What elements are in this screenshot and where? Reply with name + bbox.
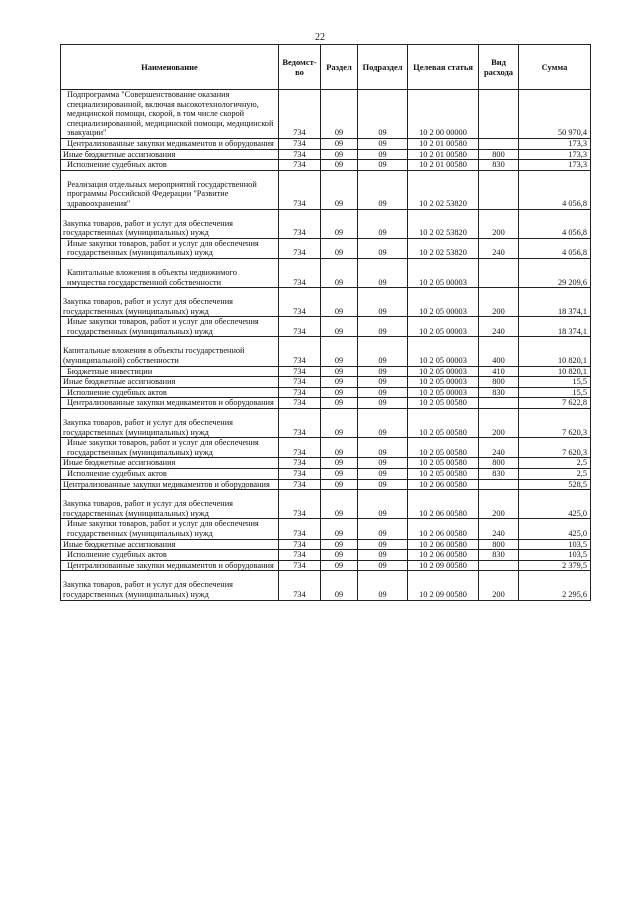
cell-name: Иные бюджетные ассигнования	[61, 149, 279, 160]
cell-vedomstvo: 734	[279, 377, 321, 388]
cell-vedomstvo: 734	[279, 519, 321, 539]
cell-razdel: 09	[321, 366, 358, 377]
cell-razdel: 09	[321, 519, 358, 539]
cell-expense-type: 200	[479, 409, 519, 438]
cell-sum: 7 620,3	[519, 409, 591, 438]
table-row	[61, 366, 591, 377]
cell-expense-type: 830	[479, 160, 519, 171]
cell-target-article: 10 2 05 00003	[408, 387, 479, 398]
cell-vedomstvo: 734	[279, 209, 321, 238]
cell-sum: 50 970,4	[519, 90, 591, 139]
table-row	[61, 387, 591, 398]
cell-target-article: 10 2 05 00003	[408, 337, 479, 366]
cell-name: Реализация отдельных мероприятий государственной программы Российской Федерации "Развитие здравоохранения"	[61, 170, 279, 209]
budget-table	[60, 44, 591, 601]
cell-podrazdel: 09	[358, 288, 408, 317]
cell-podrazdel: 09	[358, 90, 408, 139]
cell-target-article: 10 2 02 53820	[408, 209, 479, 238]
cell-name: Централизованные закупки медикаментов и оборудования	[61, 560, 279, 571]
cell-razdel: 09	[321, 337, 358, 366]
cell-vedomstvo: 734	[279, 560, 321, 571]
cell-vedomstvo: 734	[279, 160, 321, 171]
header-name: Наименование	[61, 45, 279, 90]
cell-podrazdel: 09	[358, 458, 408, 469]
cell-razdel: 09	[321, 160, 358, 171]
table-row	[61, 209, 591, 238]
cell-name: Закупка товаров, работ и услуг для обеспечения государственных (муниципальных) нужд	[61, 288, 279, 317]
cell-expense-type	[479, 170, 519, 209]
cell-vedomstvo: 734	[279, 258, 321, 287]
cell-podrazdel: 09	[358, 238, 408, 258]
cell-expense-type: 800	[479, 377, 519, 388]
cell-target-article: 10 2 01 00580	[408, 160, 479, 171]
table-row	[61, 160, 591, 171]
cell-vedomstvo: 734	[279, 90, 321, 139]
page-number: 22	[315, 32, 325, 43]
cell-name: Капитальные вложения в объекты государственной (муниципальной) собственности	[61, 337, 279, 366]
cell-target-article: 10 2 06 00580	[408, 550, 479, 561]
cell-razdel: 09	[321, 288, 358, 317]
cell-podrazdel: 09	[358, 398, 408, 409]
cell-expense-type: 800	[479, 539, 519, 550]
cell-sum: 2 295,6	[519, 571, 591, 600]
cell-target-article: 10 2 06 00580	[408, 519, 479, 539]
cell-razdel: 09	[321, 258, 358, 287]
cell-expense-type: 400	[479, 337, 519, 366]
table-row	[61, 560, 591, 571]
cell-vedomstvo: 734	[279, 317, 321, 337]
cell-target-article: 10 2 05 00580	[408, 458, 479, 469]
cell-name: Исполнение судебных актов	[61, 160, 279, 171]
cell-vedomstvo: 734	[279, 571, 321, 600]
cell-name: Централизованные закупки медикаментов и оборудования	[61, 479, 279, 490]
cell-vedomstvo: 734	[279, 469, 321, 480]
cell-expense-type: 240	[479, 317, 519, 337]
table-row	[61, 258, 591, 287]
cell-razdel: 09	[321, 238, 358, 258]
cell-target-article: 10 2 02 53820	[408, 170, 479, 209]
cell-name: Исполнение судебных актов	[61, 469, 279, 480]
cell-target-article: 10 2 05 00580	[408, 409, 479, 438]
cell-vedomstvo: 734	[279, 387, 321, 398]
cell-podrazdel: 09	[358, 490, 408, 519]
cell-sum: 173,3	[519, 138, 591, 149]
header-sum: Сумма	[519, 45, 591, 90]
cell-name: Иные бюджетные ассигнования	[61, 458, 279, 469]
cell-expense-type	[479, 560, 519, 571]
cell-razdel: 09	[321, 469, 358, 480]
cell-expense-type: 200	[479, 288, 519, 317]
cell-target-article: 10 2 05 00580	[408, 469, 479, 480]
cell-podrazdel: 09	[358, 337, 408, 366]
cell-sum: 7 622,8	[519, 398, 591, 409]
cell-name: Исполнение судебных актов	[61, 550, 279, 561]
cell-expense-type: 240	[479, 519, 519, 539]
cell-target-article: 10 2 02 53820	[408, 238, 479, 258]
table-row	[61, 539, 591, 550]
cell-vedomstvo: 734	[279, 288, 321, 317]
cell-expense-type: 800	[479, 458, 519, 469]
cell-vedomstvo: 734	[279, 398, 321, 409]
cell-podrazdel: 09	[358, 409, 408, 438]
table-row	[61, 519, 591, 539]
cell-vedomstvo: 734	[279, 490, 321, 519]
cell-expense-type	[479, 138, 519, 149]
cell-target-article: 10 2 05 00003	[408, 317, 479, 337]
cell-podrazdel: 09	[358, 519, 408, 539]
cell-sum: 4 056,8	[519, 209, 591, 238]
cell-sum: 173,3	[519, 149, 591, 160]
cell-expense-type	[479, 258, 519, 287]
cell-razdel: 09	[321, 539, 358, 550]
header-expense-type: Вид расхода	[479, 45, 519, 90]
table-row	[61, 438, 591, 458]
cell-podrazdel: 09	[358, 438, 408, 458]
cell-name: Бюджетные инвестиции	[61, 366, 279, 377]
cell-target-article: 10 2 01 00580	[408, 149, 479, 160]
cell-sum: 18 374,1	[519, 317, 591, 337]
table-row	[61, 317, 591, 337]
cell-target-article: 10 2 06 00580	[408, 479, 479, 490]
cell-vedomstvo: 734	[279, 238, 321, 258]
cell-name: Иные закупки товаров, работ и услуг для обеспечения государственных (муниципальных) нужд	[61, 438, 279, 458]
cell-target-article: 10 2 09 00580	[408, 571, 479, 600]
cell-sum: 2,5	[519, 469, 591, 480]
cell-target-article: 10 2 09 00580	[408, 560, 479, 571]
cell-vedomstvo: 734	[279, 458, 321, 469]
cell-razdel: 09	[321, 571, 358, 600]
cell-razdel: 09	[321, 398, 358, 409]
cell-podrazdel: 09	[358, 539, 408, 550]
cell-podrazdel: 09	[358, 560, 408, 571]
table-row	[61, 458, 591, 469]
cell-vedomstvo: 734	[279, 550, 321, 561]
cell-name: Иные бюджетные ассигнования	[61, 377, 279, 388]
cell-podrazdel: 09	[358, 387, 408, 398]
cell-sum: 4 056,8	[519, 170, 591, 209]
cell-target-article: 10 2 06 00580	[408, 539, 479, 550]
cell-razdel: 09	[321, 438, 358, 458]
table-row	[61, 550, 591, 561]
cell-name: Капитальные вложения в объекты недвижимого имущества государственной собственности	[61, 258, 279, 287]
cell-target-article: 10 2 05 00003	[408, 288, 479, 317]
table-row	[61, 479, 591, 490]
cell-podrazdel: 09	[358, 160, 408, 171]
cell-name: Закупка товаров, работ и услуг для обеспечения государственных (муниципальных) нужд	[61, 209, 279, 238]
cell-podrazdel: 09	[358, 550, 408, 561]
table-row	[61, 398, 591, 409]
cell-sum: 528,5	[519, 479, 591, 490]
cell-expense-type	[479, 398, 519, 409]
table-row	[61, 469, 591, 480]
cell-expense-type: 830	[479, 550, 519, 561]
table-row	[61, 571, 591, 600]
cell-podrazdel: 09	[358, 571, 408, 600]
cell-expense-type: 800	[479, 149, 519, 160]
header-target-article: Целевая статья	[408, 45, 479, 90]
cell-expense-type	[479, 90, 519, 139]
cell-name: Иные закупки товаров, работ и услуг для обеспечения государственных (муниципальных) нужд	[61, 317, 279, 337]
cell-podrazdel: 09	[358, 258, 408, 287]
cell-podrazdel: 09	[358, 170, 408, 209]
cell-podrazdel: 09	[358, 149, 408, 160]
cell-vedomstvo: 734	[279, 409, 321, 438]
cell-target-article: 10 2 05 00003	[408, 258, 479, 287]
cell-razdel: 09	[321, 550, 358, 561]
cell-target-article: 10 2 05 00003	[408, 366, 479, 377]
cell-razdel: 09	[321, 149, 358, 160]
table-row	[61, 377, 591, 388]
table-row	[61, 337, 591, 366]
cell-expense-type: 240	[479, 438, 519, 458]
cell-expense-type: 240	[479, 238, 519, 258]
cell-podrazdel: 09	[358, 377, 408, 388]
cell-expense-type: 410	[479, 366, 519, 377]
cell-target-article: 10 2 00 00000	[408, 90, 479, 139]
cell-sum: 425,0	[519, 519, 591, 539]
cell-razdel: 09	[321, 458, 358, 469]
cell-razdel: 09	[321, 409, 358, 438]
cell-target-article: 10 2 01 00580	[408, 138, 479, 149]
cell-podrazdel: 09	[358, 138, 408, 149]
cell-vedomstvo: 734	[279, 479, 321, 490]
cell-vedomstvo: 734	[279, 149, 321, 160]
cell-target-article: 10 2 05 00580	[408, 438, 479, 458]
cell-razdel: 09	[321, 138, 358, 149]
cell-sum: 15,5	[519, 387, 591, 398]
cell-podrazdel: 09	[358, 366, 408, 377]
cell-name: Исполнение судебных актов	[61, 387, 279, 398]
cell-sum: 15,5	[519, 377, 591, 388]
cell-sum: 173,3	[519, 160, 591, 171]
cell-vedomstvo: 734	[279, 539, 321, 550]
cell-podrazdel: 09	[358, 317, 408, 337]
cell-sum: 10 820,1	[519, 337, 591, 366]
cell-razdel: 09	[321, 377, 358, 388]
cell-razdel: 09	[321, 317, 358, 337]
cell-name: Закупка товаров, работ и услуг для обеспечения государственных (муниципальных) нужд	[61, 409, 279, 438]
cell-sum: 29 209,6	[519, 258, 591, 287]
cell-target-article: 10 2 05 00003	[408, 377, 479, 388]
cell-sum: 4 056,8	[519, 238, 591, 258]
table-row	[61, 238, 591, 258]
cell-name: Централизованные закупки медикаментов и оборудования	[61, 398, 279, 409]
header-podrazdel: Подраздел	[358, 45, 408, 90]
cell-sum: 103,5	[519, 550, 591, 561]
cell-sum: 10 820,1	[519, 366, 591, 377]
cell-razdel: 09	[321, 209, 358, 238]
cell-sum: 18 374,1	[519, 288, 591, 317]
cell-vedomstvo: 734	[279, 366, 321, 377]
table-row	[61, 138, 591, 149]
cell-razdel: 09	[321, 490, 358, 519]
cell-expense-type: 200	[479, 490, 519, 519]
table-row	[61, 490, 591, 519]
header-razdel: Раздел	[321, 45, 358, 90]
table-row	[61, 170, 591, 209]
header-vedomstvo: Ведомст-во	[279, 45, 321, 90]
cell-expense-type: 200	[479, 571, 519, 600]
cell-razdel: 09	[321, 170, 358, 209]
cell-sum: 7 620,3	[519, 438, 591, 458]
cell-podrazdel: 09	[358, 209, 408, 238]
table-row	[61, 409, 591, 438]
table-row	[61, 149, 591, 160]
cell-sum: 425,0	[519, 490, 591, 519]
cell-sum: 2 379,5	[519, 560, 591, 571]
cell-razdel: 09	[321, 479, 358, 490]
cell-razdel: 09	[321, 560, 358, 571]
cell-name: Иные закупки товаров, работ и услуг для обеспечения государственных (муниципальных) нужд	[61, 238, 279, 258]
cell-vedomstvo: 734	[279, 170, 321, 209]
cell-expense-type: 830	[479, 387, 519, 398]
table-row	[61, 288, 591, 317]
cell-razdel: 09	[321, 90, 358, 139]
cell-vedomstvo: 734	[279, 337, 321, 366]
cell-name: Иные бюджетные ассигнования	[61, 539, 279, 550]
cell-expense-type: 830	[479, 469, 519, 480]
cell-expense-type	[479, 479, 519, 490]
cell-sum: 2,5	[519, 458, 591, 469]
cell-name: Закупка товаров, работ и услуг для обеспечения государственных (муниципальных) нужд	[61, 571, 279, 600]
cell-target-article: 10 2 05 00580	[408, 398, 479, 409]
table-row	[61, 90, 591, 139]
cell-razdel: 09	[321, 387, 358, 398]
cell-name: Закупка товаров, работ и услуг для обеспечения государственных (муниципальных) нужд	[61, 490, 279, 519]
table-header-row	[61, 45, 591, 90]
cell-name: Централизованные закупки медикаментов и оборудования	[61, 138, 279, 149]
cell-name: Иные закупки товаров, работ и услуг для обеспечения государственных (муниципальных) нужд	[61, 519, 279, 539]
cell-vedomstvo: 734	[279, 138, 321, 149]
cell-expense-type: 200	[479, 209, 519, 238]
cell-target-article: 10 2 06 00580	[408, 490, 479, 519]
cell-name: Подпрограмма "Совершенствование оказания специализированной, включая высокотехнологичную, медицинской помощи, скорой, в том числе скорой специализированной, медицинской помощи, медицинской эвакуации"	[61, 90, 279, 139]
cell-podrazdel: 09	[358, 469, 408, 480]
cell-vedomstvo: 734	[279, 438, 321, 458]
cell-sum: 103,5	[519, 539, 591, 550]
cell-podrazdel: 09	[358, 479, 408, 490]
